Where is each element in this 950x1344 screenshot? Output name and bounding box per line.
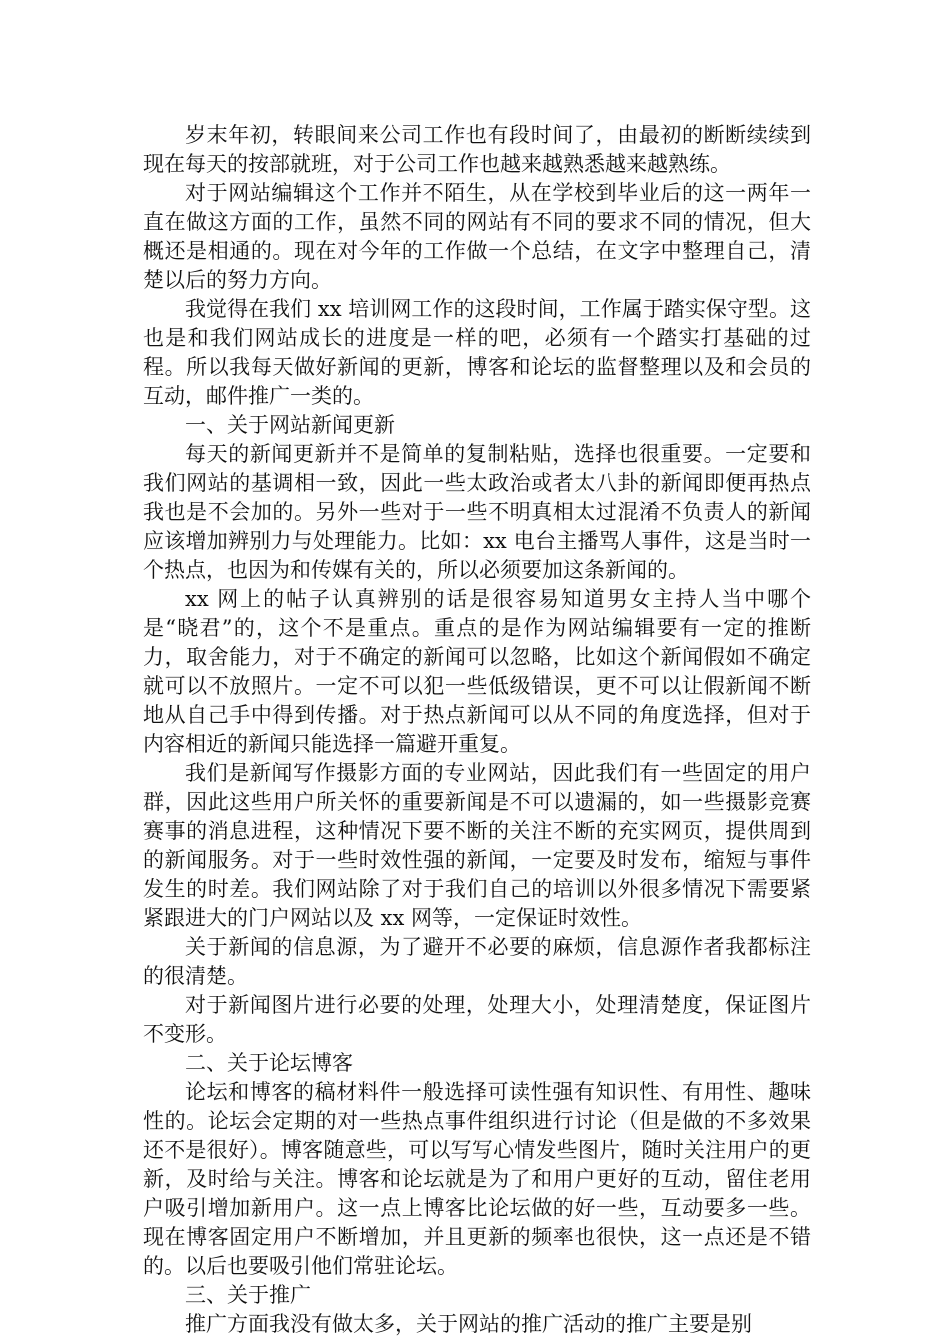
paragraph-work-summary: 我觉得在我们 xx 培训网工作的这段时间，工作属于踏实保守型。这也是和我们网站成长的进度是一样的吧，必须有一个踏实打基础的过程。所以我每天做好新闻的更新，博客和论坛的监督整理以及和会员的互动，邮件推广一类的。 — [143, 297, 811, 408]
section-heading-forum-blog: 二、关于论坛博客 — [185, 1051, 353, 1075]
paragraph-intro: 岁末年初，转眼间来公司工作也有段时间了，由最初的断断续续到现在每天的按部就班，对于公司工作也越来越熟悉越来越熟练。 — [143, 123, 811, 176]
paragraph-background: 对于网站编辑这个工作并不陌生，从在学校到毕业后的这一两年一直在做这方面的工作，虽然不同的网站有不同的要求不同的情况，但大概还是相通的。现在对今年的工作做一个总结，在文字中整理自己，清楚以后的努力方向。 — [143, 181, 811, 292]
paragraph-news-timeliness: 我们是新闻写作摄影方面的专业网站，因此我们有一些固定的用户群，因此这些用户所关怀的重要新闻是不可以遗漏的，如一些摄影竞赛赛事的消息进程，这种情况下要不断的关注不断的充实网页，提供周到的新闻服务。对于一些时效性强的新闻，一定要及时发布，缩短与事件发生的时差。我们网站除了对于我们自己的培训以外很多情况下需要紧紧跟进大的门户网站以及 xx 网等，一定保证时效性。 — [143, 761, 811, 930]
paragraph-promotion: 推广方面我没有做太多，关于网站的推广活动的推广主要是别 — [185, 1312, 752, 1336]
paragraph-news-judgment: xx 网上的帖子认真辨别的话是很容易知道男女主持人当中哪个是“晓君”的，这个不是重点。重点的是作为网站编辑要有一定的推断力，取舍能力，对于不确定的新闻可以忽略，比如这个新闻假如不确定就可以不放照片。一定不可以犯一些低级错误，更不可以让假新闻不断地从自己手中得到传播。对于热点新闻可以从不同的角度选择，但对于内容相近的新闻只能选择一篇避开重复。 — [143, 587, 811, 756]
section-heading-promotion: 三、关于推广 — [185, 1283, 311, 1307]
paragraph-forum-blog: 论坛和博客的稿材料件一般选择可读性强有知识性、有用性、趣味性的。论坛会定期的对一些热点事件组织进行讨论（但是做的不多效果还不是很好）。博客随意些，可以写写心情发些图片，随时关注用户的更新，及时给与关注。博客和论坛就是为了和用户更好的互动，留住老用户吸引增加新用户。这一点上博客比论坛做的好一些，互动要多一些。现在博客固定用户不断增加，并且更新的频率也很快，这一点还是不错的。以后也要吸引他们常驻论坛。 — [143, 1080, 811, 1278]
section-heading-news: 一、关于网站新闻更新 — [185, 413, 395, 437]
document-body — [143, 121, 811, 1339]
paragraph-news-source: 关于新闻的信息源，为了避开不必要的麻烦，信息源作者我都标注的很清楚。 — [143, 935, 811, 988]
paragraph-news-selection: 每天的新闻更新并不是简单的复制粘贴，选择也很重要。一定要和我们网站的基调相一致，因此一些太政治或者太八卦的新闻即便再热点我也是不会加的。另外一些对于一些不明真相太过混淆不负责人的新闻应该增加辨别力与处理能力。比如：xx 电台主播骂人事件，这是当时一个热点，也因为和传媒有关的，所以必须要加这条新闻的。 — [143, 442, 811, 582]
paragraph-news-images: 对于新闻图片进行必要的处理，处理大小，处理清楚度，保证图片不变形。 — [143, 993, 811, 1046]
